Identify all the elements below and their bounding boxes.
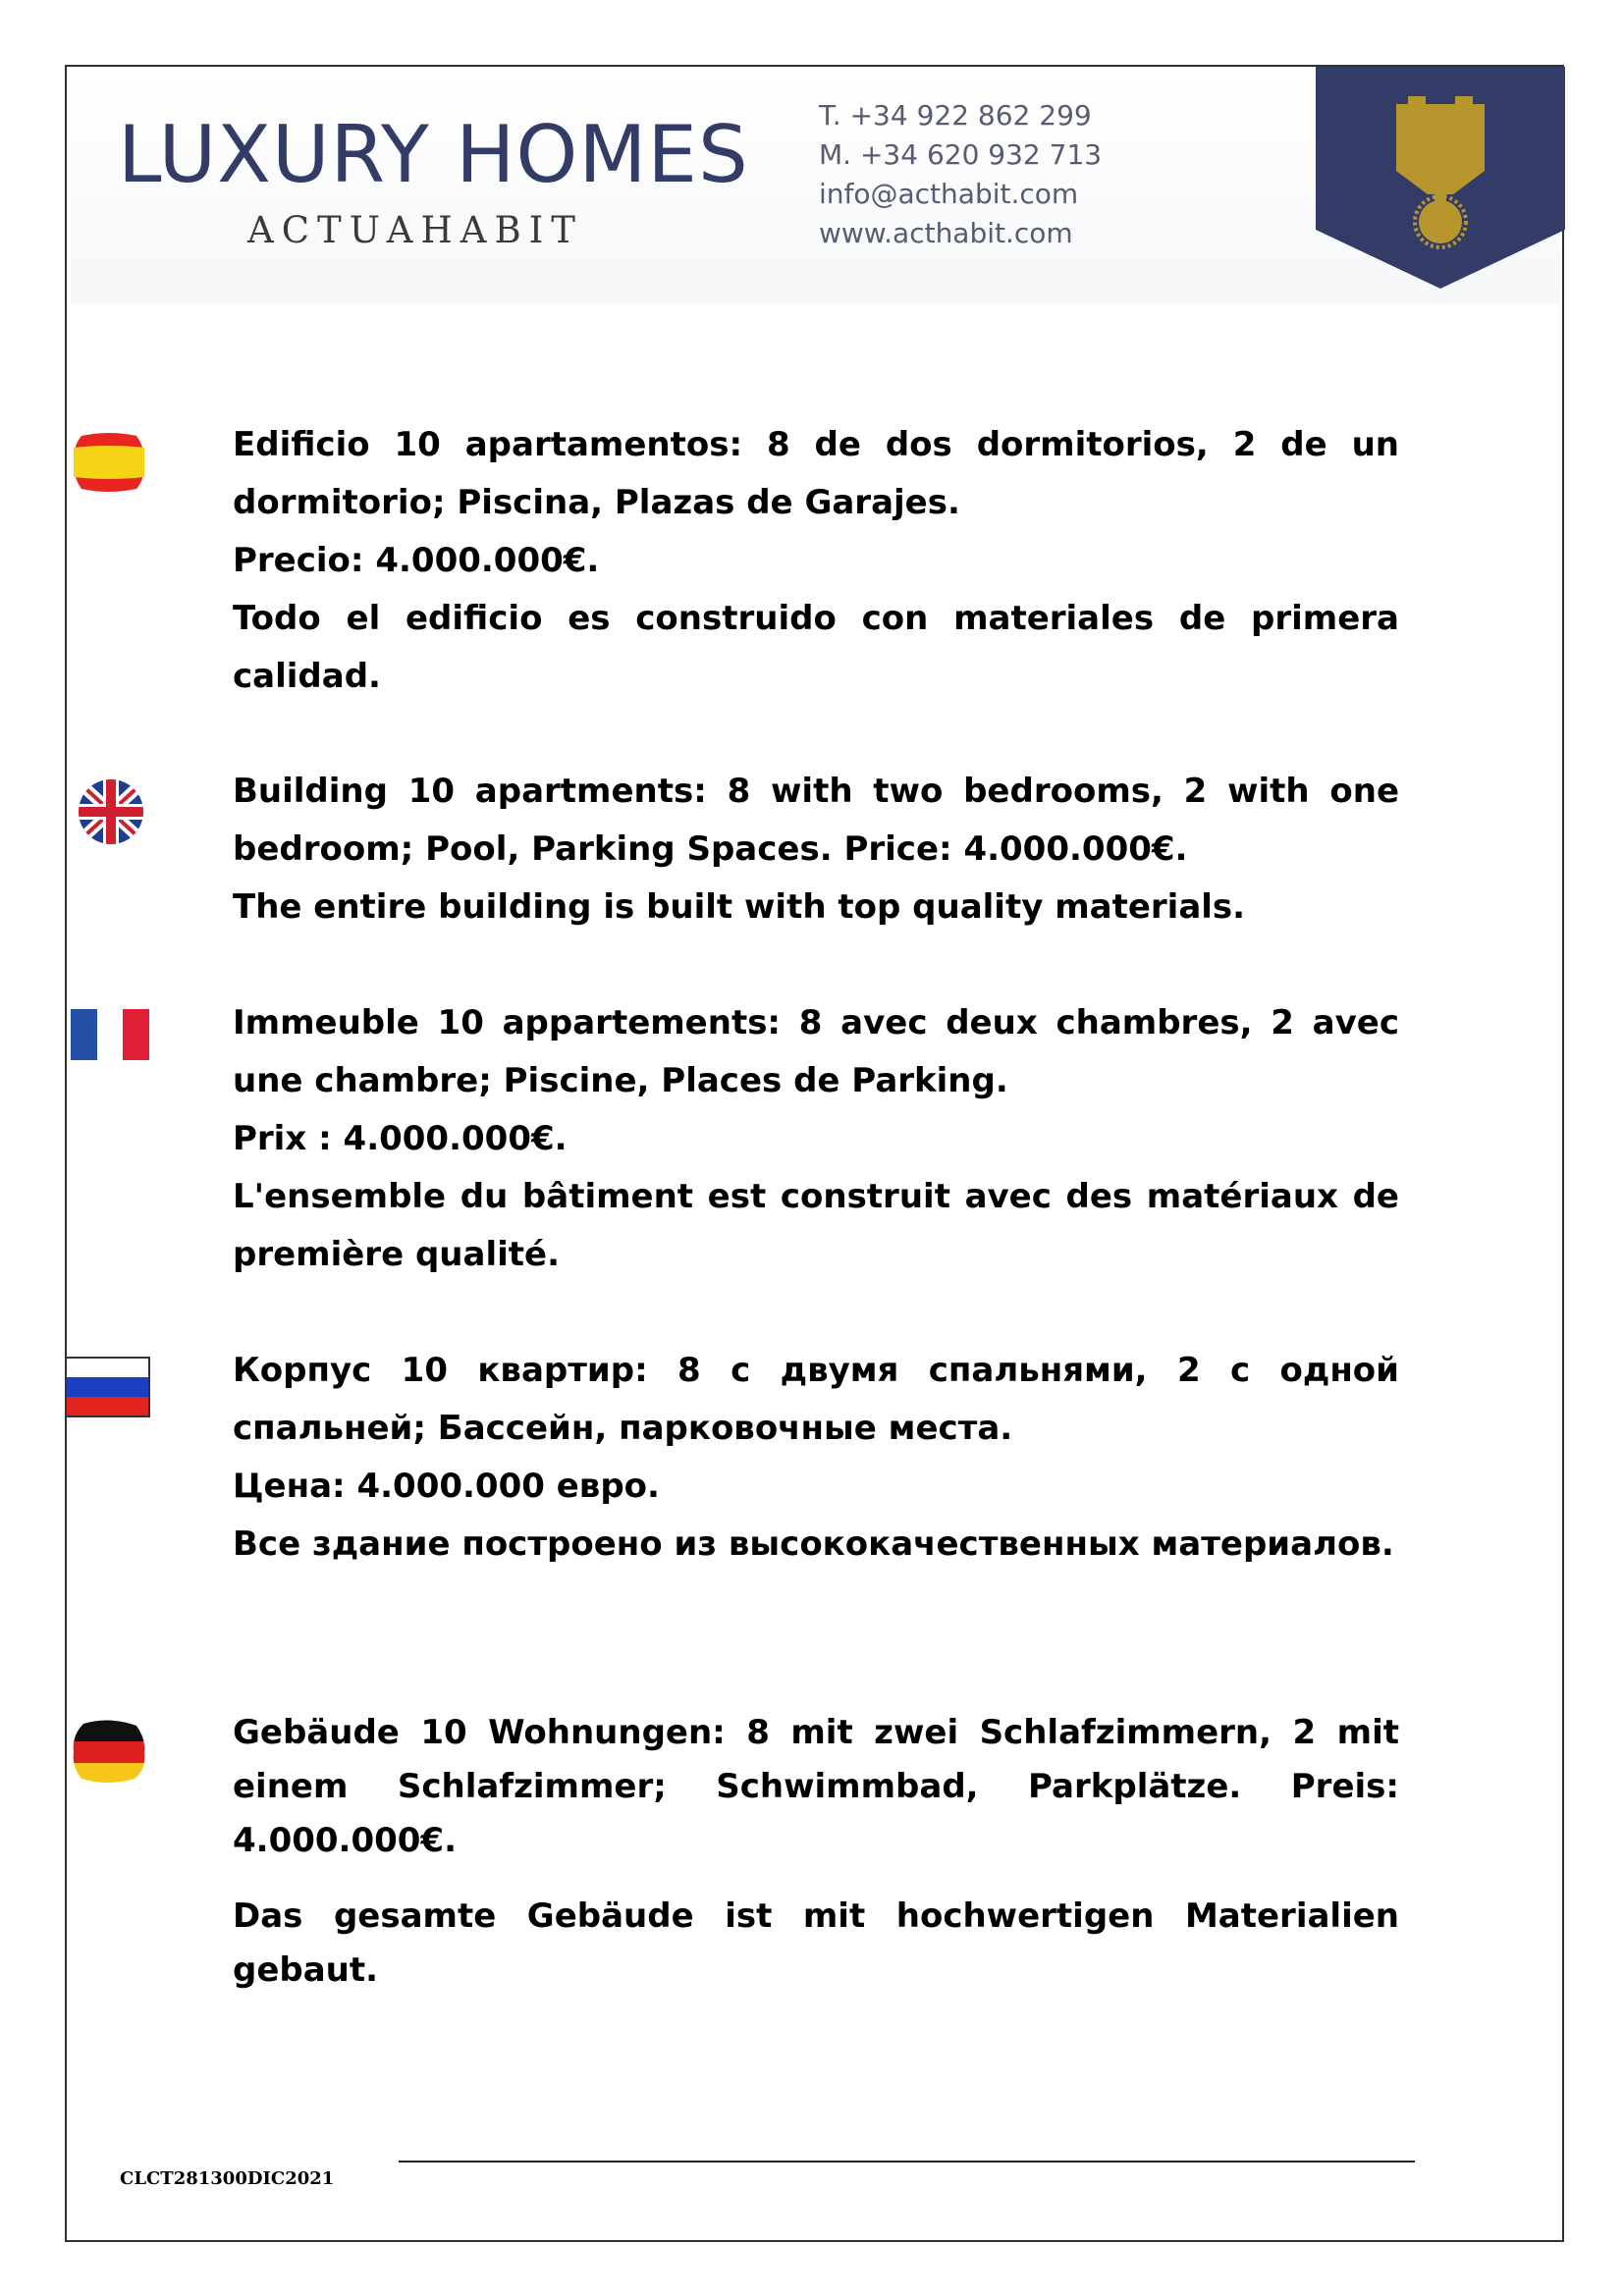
france-flag-icon: [71, 1009, 149, 1060]
section-german: [233, 1706, 1399, 1998]
english-line-2: The entire building is built with top quality materials.: [233, 887, 1246, 927]
uk-flag-icon: [75, 778, 147, 845]
contact-email: info@acthabit.com: [819, 178, 1079, 210]
contact-info: [819, 96, 1102, 253]
spanish-line-1: Edificio 10 apartamentos: 8 de dos dormitorios, 2 de un dormitorio; Piscina, Plazas de Garajes.: [233, 425, 1399, 522]
spanish-line-2: Precio: 4.000.000€.: [233, 541, 600, 580]
footer-rule: [399, 2161, 1415, 2163]
french-line-1: Immeuble 10 appartements: 8 avec deux chambres, 2 avec une chambre; Piscine, Places de Parking.: [233, 1003, 1399, 1100]
brand-subtitle: ACTUAHABIT: [247, 209, 583, 251]
brand-title: LUXURY HOMES: [118, 109, 749, 200]
french-line-3: L'ensemble du bâtiment est construit avec des matériaux de première qualité.: [233, 1177, 1399, 1274]
russia-flag-icon: [65, 1357, 150, 1417]
russian-line-1: Корпус 10 квартир: 8 с двумя спальнями, 2 с одной спальней; Бассейн, парковочные места.: [233, 1351, 1399, 1448]
section-russian: [233, 1342, 1399, 1574]
french-line-2: Prix : 4.000.000€.: [233, 1119, 568, 1158]
contact-mobile: M. +34 620 932 713: [819, 138, 1103, 171]
section-spanish: [233, 416, 1399, 706]
german-line-2: Das gesamte Gebäude ist mit hochwertigen Materialien gebaut.: [233, 1896, 1399, 1990]
spanish-line-3: Todo el edificio es construido con materiales de primera calidad.: [233, 599, 1399, 696]
contact-website: www.acthabit.com: [819, 217, 1073, 249]
spain-flag-icon: [72, 432, 146, 493]
germany-flag-icon: [72, 1720, 146, 1785]
section-french: [233, 994, 1399, 1284]
german-line-1: Gebäude 10 Wohnungen: 8 mit zwei Schlafzimmern, 2 mit einem Schlafzimmer; Schwimmbad, Parkplätze. Preis: 4.000.000€.: [233, 1713, 1399, 1860]
medal-emblem-icon: [1316, 67, 1565, 289]
section-english: [233, 763, 1399, 936]
contact-phone: T. +34 922 862 299: [819, 99, 1092, 132]
reference-code: CLCT281300DIC2021: [120, 2168, 335, 2189]
english-line-1: Building 10 apartments: 8 with two bedrooms, 2 with one bedroom; Pool, Parking Spaces. Price: 4.000.000€.: [233, 772, 1399, 869]
russian-line-3: Все здание построено из высококачественных материалов.: [233, 1524, 1394, 1564]
russian-line-2: Цена: 4.000.000 евро.: [233, 1467, 660, 1506]
